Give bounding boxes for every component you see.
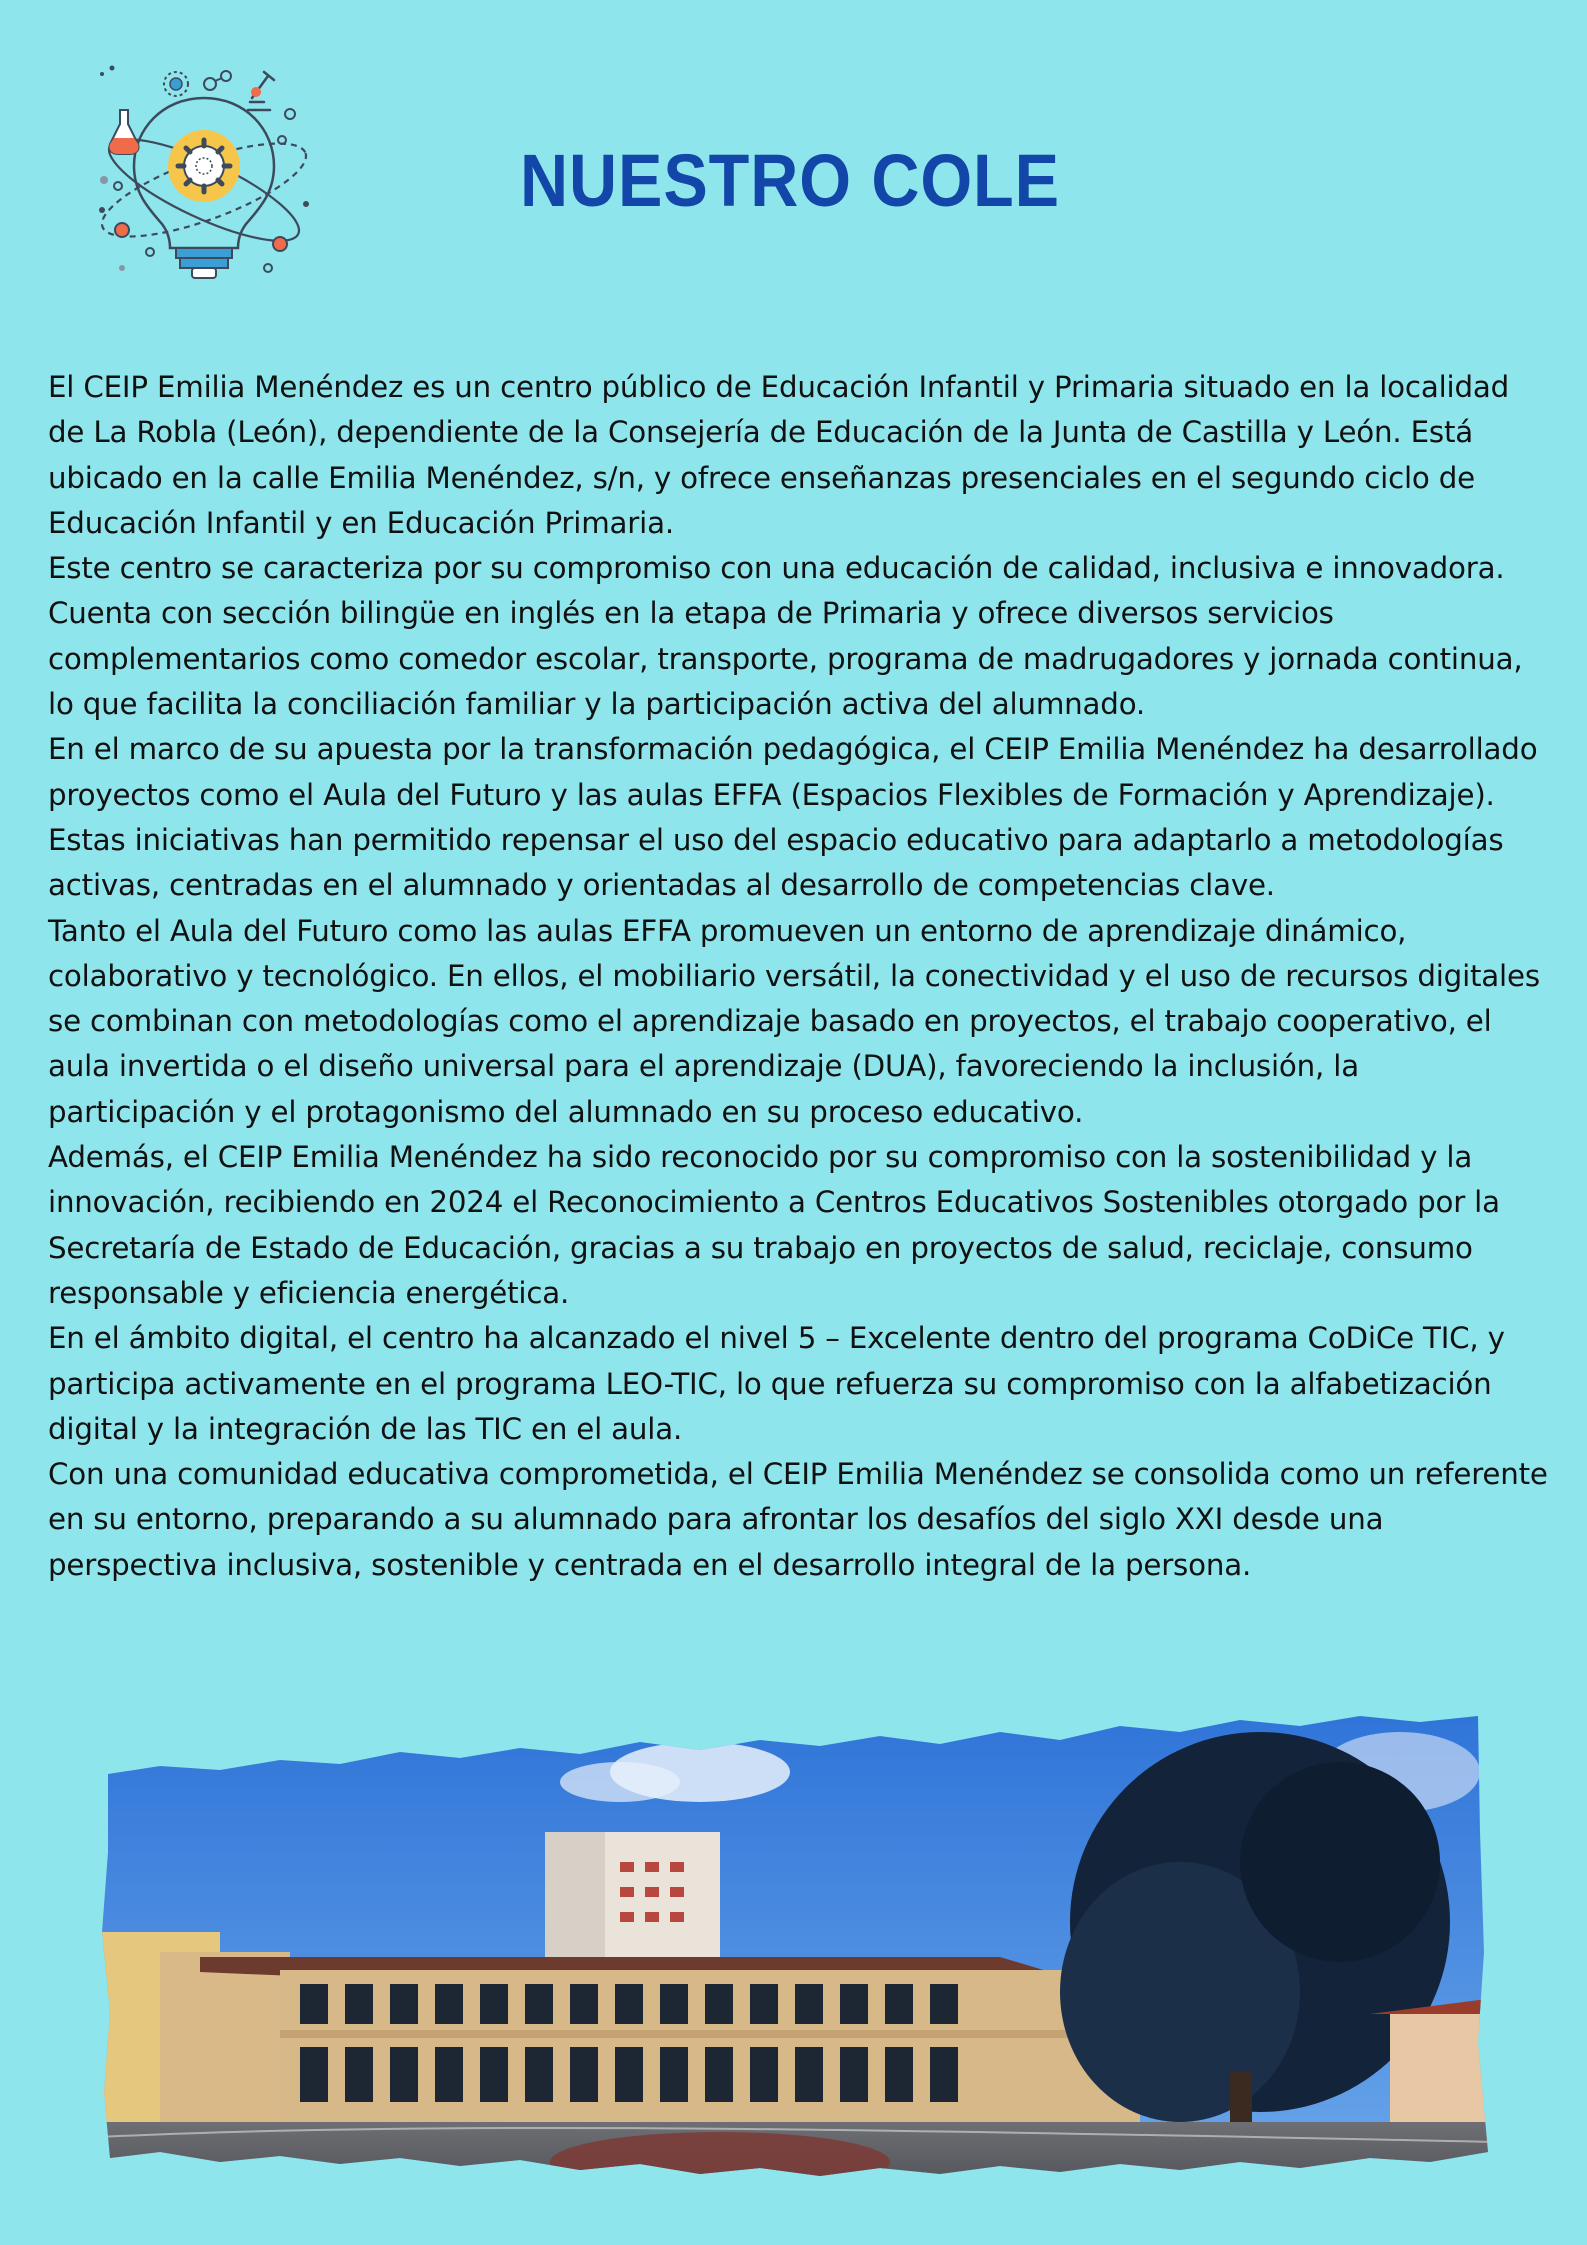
paragraph-aula-futuro: Tanto el Aula del Futuro como las aulas EFFA promueven un entorno de aprendizaje dinámico, colaborativo y tecnológico. En ellos, el mobiliario versátil, la conectividad y el uso de recursos digitales se combinan con metodologías como el aprendizaje basado en proyectos, el trabajo cooperativo, el aula invertida o el diseño universal para el aprendizaje (DUA), favoreciendo la inclusión, la participación y el protagonismo del alumnado en su proceso educativo. (48, 913, 1540, 1129)
school-building-photo (100, 1712, 1495, 2177)
paragraph-commitment: Este centro se caracteriza por su compromiso con una educación de calidad, inclusiva e innovadora. Cuenta con sección bilingüe en inglés en la etapa de Primaria y ofrece diversos servicios complementarios como comedor escolar, transporte, programa de madrugadores y jornada continua, lo que facilita la conciliación familiar y la participación activa del alumnado. (48, 551, 1523, 722)
body-text (48, 365, 1548, 1588)
lightbulb-gear-science-icon (92, 62, 316, 284)
paragraph-conclusion: Con una comunidad educativa comprometida, el CEIP Emilia Menéndez se consolida como un referente en su entorno, preparando a su alumnado para afrontar los desafíos del siglo XXI desde una perspectiva inclusiva, sostenible y centrada en el desarrollo integral de la persona. (48, 1457, 1548, 1582)
paragraph-digital: En el ámbito digital, el centro ha alcanzado el nivel 5 – Excelente dentro del programa CoDiCe TIC, y participa activamente en el programa LEO-TIC, lo que refuerza su compromiso con la alfabetización digital y la integración de las TIC en el aula. (48, 1321, 1505, 1446)
page-title: NUESTRO COLE (520, 139, 1060, 222)
paragraph-sustainability: Además, el CEIP Emilia Menéndez ha sido reconocido por su compromiso con la sostenibilidad y la innovación, recibiendo en 2024 el Reconocimiento a Centros Educativos Sostenibles otorgado por la Secretaría de Estado de Educación, gracias a su trabajo en proyectos de salud, reciclaje, consumo responsable y eficiencia energética. (48, 1140, 1500, 1310)
paragraph-transformation: En el marco de su apuesta por la transformación pedagógica, el CEIP Emilia Menéndez ha desarrollado proyectos como el Aula del Futuro y las aulas EFFA (Espacios Flexibles de Formación y Aprendizaje). Estas iniciativas han permitido repensar el uso del espacio educativo para adaptarlo a metodologías activas, centradas en el alumnado y orientadas al desarrollo de competencias clave. (48, 732, 1538, 903)
paragraph-intro: El CEIP Emilia Menéndez es un centro público de Educación Infantil y Primaria situado en la localidad de La Robla (León), dependiente de la Consejería de Educación de la Junta de Castilla y León. Está ubicado en la calle Emilia Menéndez, s/n, y ofrece enseñanzas presenciales en el segundo ciclo de Educación Infantil y en Educación Primaria. (48, 370, 1509, 540)
